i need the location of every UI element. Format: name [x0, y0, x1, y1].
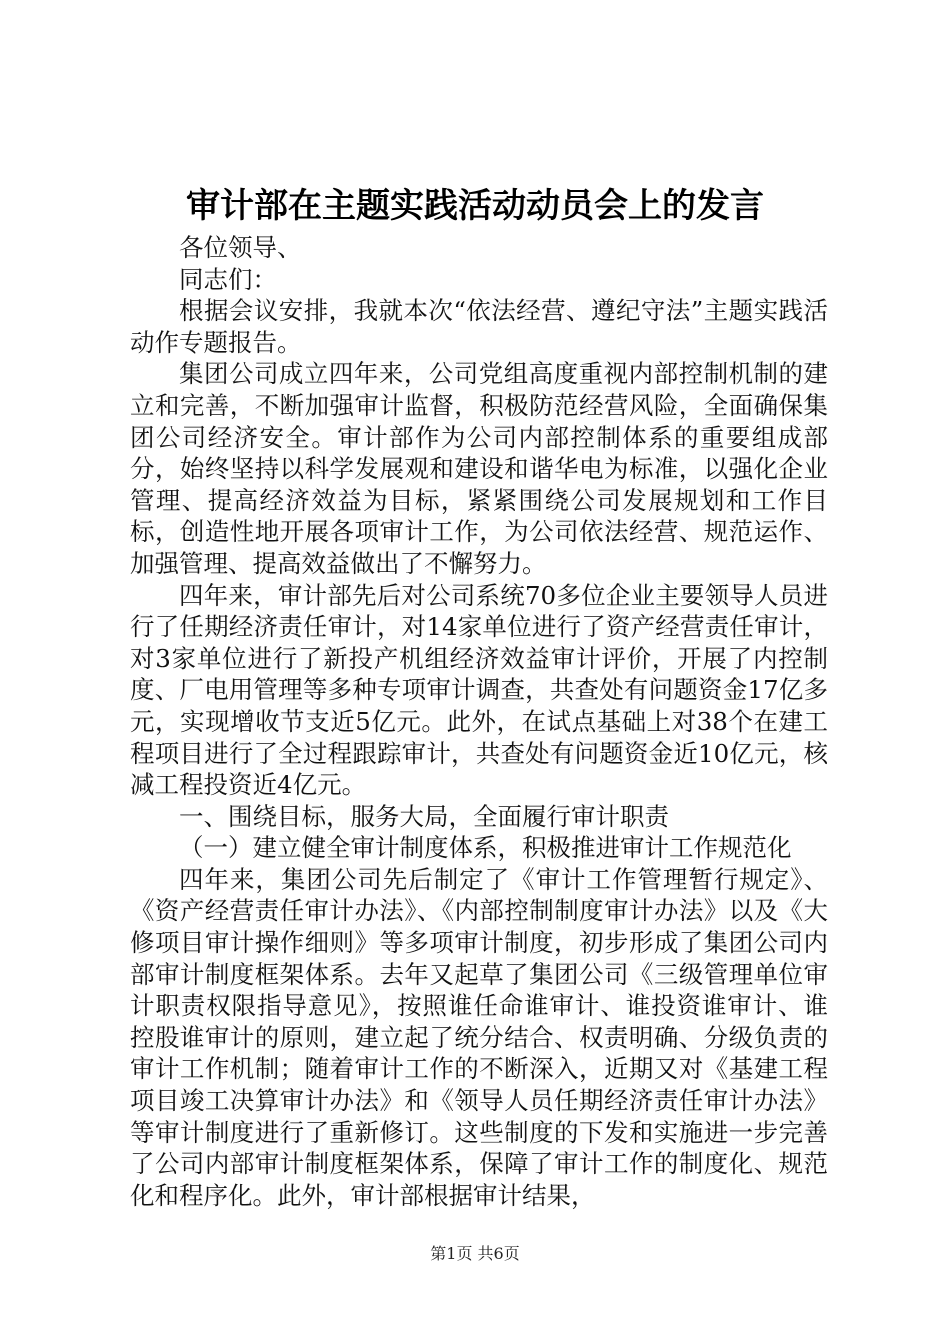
- body-paragraph: 四年来，集团公司先后制定了《审计工作管理暂行规定》、《资产经营责任审计办法》、《内部控制制度审计办法》以及《大修项目审计操作细则》等多项审计制度，初步形成了集团公司内部审计制度框架体系。去年又起草了集团公司《三级管理单位审计职责权限指导意见》，按照谁任命谁审计、谁投资谁审计、谁控股谁审计的原则，建立起了统分结合、权责明确、分级负责的审计工作机制；随着审计工作的不断深入，近期又对《基建工程项目竣工决算审计办法》和《领导人员任期经济责任审计办法》等审计制度进行了重新修订。这些制度的下发和实施进一步完善了公司内部审计制度框架体系，保障了审计工作的制度化、规范化和程序化。此外，审计部根据审计结果，: [130, 864, 828, 1210]
- document-body: [130, 232, 828, 1211]
- body-paragraph: 集团公司成立四年来，公司党组高度重视内部控制机制的建立和完善，不断加强审计监督，积极防范经营风险，全面确保集团公司经济安全。审计部作为公司内部控制体系的重要组成部分，始终坚持以科学发展观和建设和谐华电为标准，以强化企业管理、提高经济效益为目标，紧紧围绕公司发展规划和工作目标，创造性地开展各项审计工作，为公司依法经营、规范运作、加强管理、提高效益做出了不懈努力。: [130, 359, 828, 578]
- body-paragraph: 根据会议安排，我就本次“依法经营、遵纪守法”主题实践活动作专题报告。: [130, 296, 828, 357]
- salutation-line: 同志们：: [179, 264, 277, 294]
- page-number-footer: 第1页 共6页: [430, 1244, 520, 1263]
- subsection-heading: （一）建立健全审计制度体系，积极推进审计工作规范化: [179, 833, 792, 863]
- salutation-line: 各位领导、: [179, 233, 302, 262]
- section-heading: 一、围绕目标，服务大局，全面履行审计职责: [179, 801, 669, 831]
- body-paragraph: 四年来，审计部先后对公司系统70多位企业主要领导人员进行了任期经济责任审计，对14家单位进行了资产经营责任审计，对3家单位进行了新投产机组经济效益审计评价，开展了内控制度、厂电用管理等多种专项审计调查，共查处有问题资金17亿多元，实现增收节支近5亿元。此外，在试点基础上对38个在建工程项目进行了全过程跟踪审计，共查处有问题资金近10亿元，核减工程投资近4亿元。: [130, 580, 828, 800]
- document-title: 审计部在主题实践活动动员会上的发言: [186, 186, 764, 226]
